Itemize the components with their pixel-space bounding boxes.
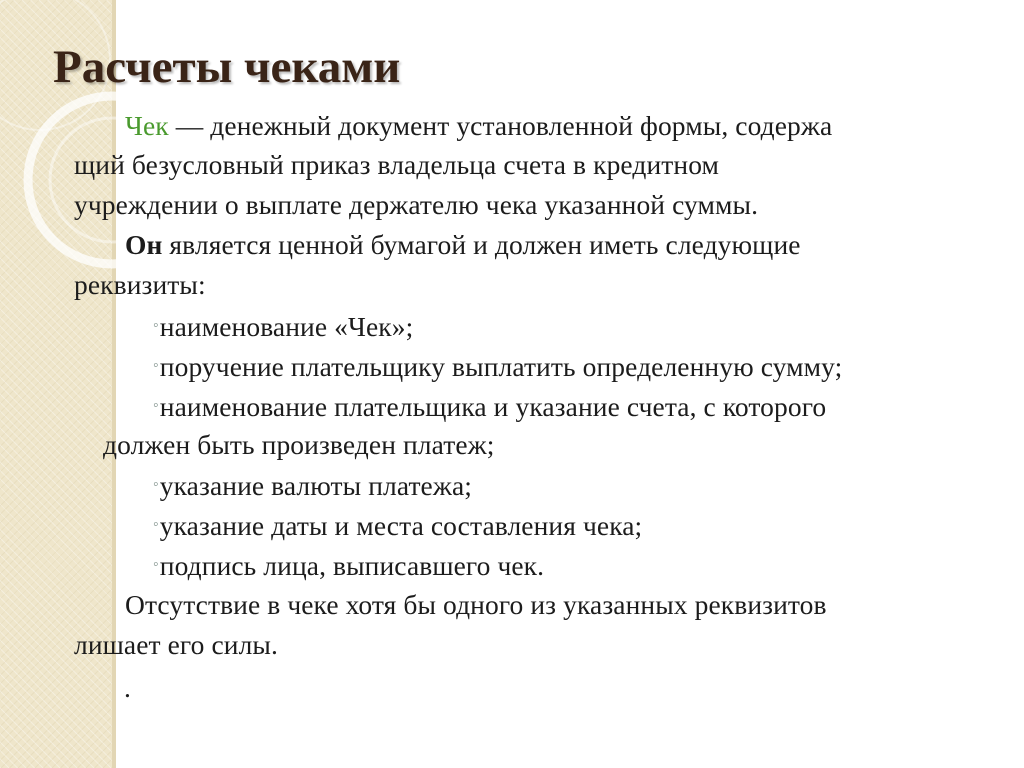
bullet-icon: ◦	[153, 317, 159, 334]
bullet-icon: ◦	[153, 357, 159, 374]
list-item	[153, 390, 826, 423]
definition-text: — денежный документ установленной формы, содержа	[168, 110, 833, 141]
page-title: Расчеты чеками	[53, 41, 401, 93]
requisites-intro-subject: Он	[125, 229, 163, 260]
list-item-continuation: должен быть произведен платеж;	[103, 429, 495, 460]
requisites-intro-text: является ценной бумагой и должен иметь следующие	[162, 229, 801, 260]
list-item	[153, 310, 413, 343]
requisites-intro-line-2: реквизиты:	[74, 269, 206, 300]
list-item-text: поручение плательщику выплатить определенную сумму;	[159, 351, 843, 382]
list-item	[153, 509, 642, 542]
conclusion-line-2: лишает его силы.	[74, 629, 278, 660]
list-item	[153, 350, 842, 383]
definition-line-2: щий безусловный приказ владельца счета в кредитном	[74, 149, 720, 180]
bullet-icon: ◦	[153, 556, 159, 573]
list-item-text: наименование «Чек»;	[159, 311, 414, 342]
list-item	[153, 549, 544, 582]
bullet-icon: ◦	[153, 397, 159, 414]
list-item	[153, 469, 472, 502]
list-item-text: указание даты и места составления чека;	[159, 510, 643, 541]
bullet-icon: ◦	[153, 476, 159, 493]
list-item-text: подпись лица, выписавшего чек.	[159, 550, 545, 581]
requisites-intro-line-1	[125, 229, 801, 261]
list-item-text: наименование плательщика и указание счета, с которого	[159, 391, 827, 422]
conclusion-line-1: Отсутствие в чеке хотя бы одного из указанных реквизитов	[125, 589, 827, 620]
bullet-icon: ◦	[153, 516, 159, 533]
definition-line-1	[125, 110, 832, 142]
definition-line-3: учреждении о выплате держателю чека указанной суммы.	[74, 189, 759, 220]
list-item-text: указание валюты платежа;	[159, 470, 473, 501]
definition-term: Чек	[125, 110, 169, 141]
trailing-dot: .	[124, 672, 131, 703]
